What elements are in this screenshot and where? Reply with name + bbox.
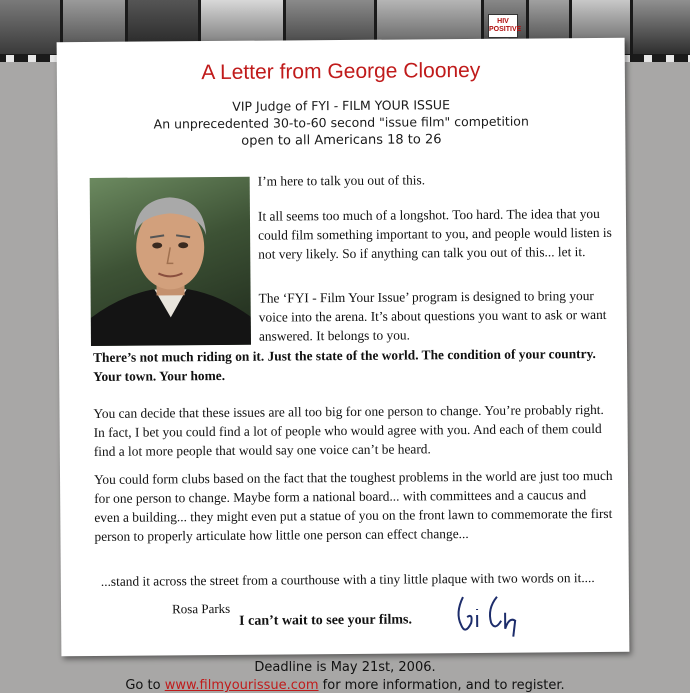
letter-paragraph: You can decide that these issues are all too big for one person to change. You’re probably right. In fact, I bet you could find a lot of people who would agree with you. And each of them could find a lot more people that would say one voice can’t be heard. <box>93 401 604 459</box>
letter-paragraph: It all seems too much of a longshot. Too hard. The idea that you could film something important to you, and people would listen is not very likely. So if anything can talk you out of this... let it. <box>257 205 612 262</box>
register-prefix: Go to <box>125 678 165 693</box>
letter-title: A Letter from George Clooney <box>201 58 481 85</box>
letter-paper <box>57 38 630 656</box>
letter-paragraph: ...stand it across the street from a courthouse with a tiny little plaque with two words on it.... <box>100 570 595 589</box>
letter-bold-paragraph: There’s not much riding on it. Just the state of the world. The condition of your country. Your town. Your home. <box>93 346 596 384</box>
deadline-text: Deadline is May 21st, 2006. <box>254 660 436 675</box>
subtitle-competition: An unprecedented 30-to-60 second "issue film" competition <box>153 113 529 132</box>
plaque-name: Rosa Parks <box>171 600 231 617</box>
letter-paragraph: You could form clubs based on the fact that the toughest problems in the world are just too much for one person to change. Maybe form a national board... with committees and a caucus and even a building... they might even put a statue of you on the front lawn to commemorate the first person to properly articulate how little one person can effect change... <box>93 467 613 544</box>
subtitle-eligibility: open to all Americans 18 to 26 <box>241 132 442 149</box>
film-frame <box>0 0 60 54</box>
subtitle-judge: VIP Judge of FYI - FILM YOUR ISSUE <box>232 97 451 114</box>
portrait-illustration <box>90 177 251 346</box>
portrait-photo <box>90 177 251 346</box>
register-line <box>0 678 690 693</box>
signature-icon <box>453 587 523 640</box>
closing-line: I can’t wait to see your films. <box>239 612 412 629</box>
film-frame <box>633 0 690 54</box>
hiv-positive-sign: HIV POSITIVE <box>488 14 518 38</box>
website-link[interactable]: www.filmyourissue.com <box>164 678 319 693</box>
letter-paragraph: The ‘FYI - Film Your Issue’ program is designed to bring your voice into the arena. It’s about questions you want to ask or want answered. It belongs to you. <box>258 288 607 344</box>
letter-paragraph: I’m here to talk you out of this. <box>257 172 426 189</box>
register-suffix: for more information, and to register. <box>318 678 565 693</box>
